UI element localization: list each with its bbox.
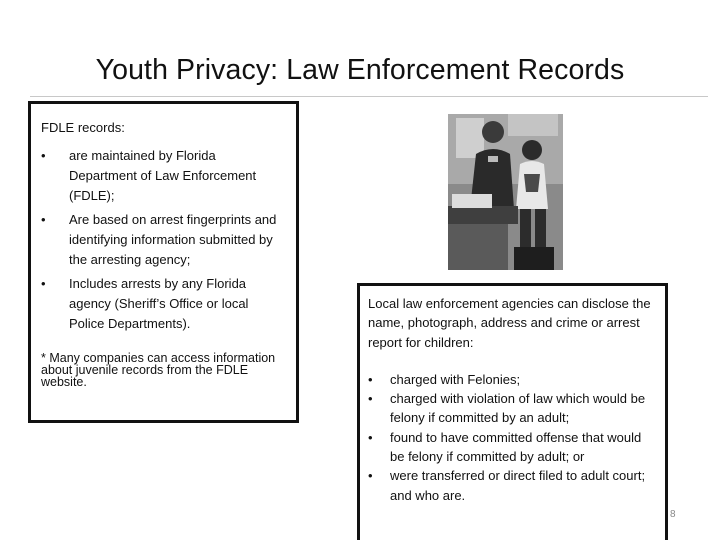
list-item: • charged with Felonies; — [368, 370, 657, 389]
bullet-icon: • — [368, 468, 373, 484]
photo-illustration — [448, 114, 563, 270]
page-number: 8 — [670, 509, 676, 520]
bullet-icon: • — [368, 429, 373, 445]
fdle-heading: FDLE records: — [41, 120, 125, 135]
list-item: • were transferred or direct filed to adult court; and who are. — [368, 468, 646, 503]
list-item: • Are based on arrest fingerprints and identifying information submitted by the arresting agency; — [41, 212, 277, 267]
slide-title: Youth Privacy: Law Enforcement Records — [95, 54, 625, 86]
local-agencies-intro: Local law enforcement agencies can disclose the name, photograph, address and crime or arrest report for children: — [368, 296, 651, 350]
title-divider — [30, 96, 708, 97]
list-item: • Includes arrests by any Florida agency (Sheriff’s Office or local Police Departments). — [41, 276, 249, 331]
list-item: • charged with violation of law which would be felony if committed by an adult; — [368, 391, 646, 426]
fdle-website-note: * Many companies can access information about juvenile records from the FDLE website. — [41, 351, 276, 389]
list-item: • found to have committed offense that would be felony if committed by adult; or — [368, 429, 642, 465]
list-item: • are maintained by Florida Department of Law Enforcement (FDLE); — [41, 148, 257, 203]
fdle-bullet-list — [41, 146, 286, 334]
fdle-records-box — [28, 101, 299, 423]
bullet-icon: • — [368, 371, 373, 387]
bullet-icon: • — [41, 212, 46, 227]
local-agencies-box — [357, 283, 668, 540]
bullet-icon: • — [368, 391, 373, 407]
officer-fingerprinting-photo — [448, 114, 563, 270]
bullet-icon: • — [41, 276, 46, 291]
bullet-icon: • — [41, 148, 46, 163]
local-agencies-bullet-list — [368, 370, 657, 505]
